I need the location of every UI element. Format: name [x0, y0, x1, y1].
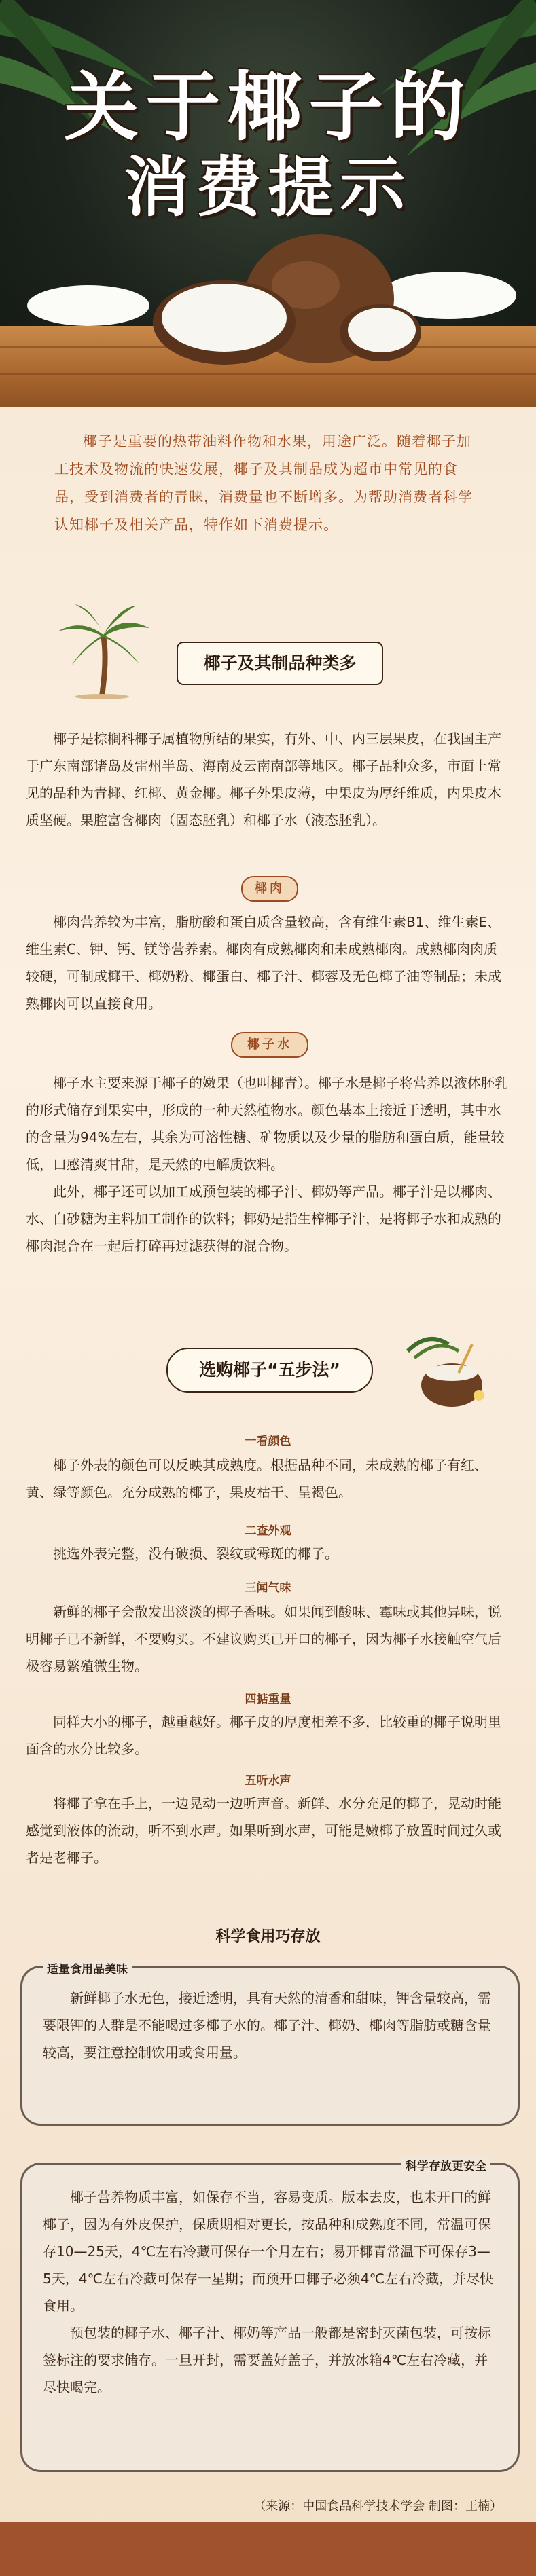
coconut-image [136, 231, 421, 367]
moderate-eating-box [20, 1963, 520, 2126]
step5-text: 将椰子拿在手上，一边晃动一边听声音。新鲜、水分充足的椰子，晃动时能感觉到液体的流动，听不到水声。如果听到水声，可能是嫩椰子放置时间过久或者是老椰子。 [26, 1795, 501, 1866]
moderate-eating-paragraph [43, 1985, 497, 2066]
section3-title: 科学食用巧存放 [215, 1928, 321, 1945]
step4-heading: 四掂重量 [245, 1693, 291, 1706]
step5-paragraph [26, 1790, 510, 1871]
step5-heading: 五听水声 [245, 1774, 291, 1788]
coconut-water-text2: 此外，椰子还可以加工成预包装的椰子汁、椰奶等产品。椰子汁是以椰肉、水、白砂糖为主料加工制作的饮料；椰奶是指生榨椰子汁，是将椰子水和成熟的椰肉混合在一起后打碎再过滤获得的混合物。 [26, 1183, 501, 1254]
palm-tree-icon [54, 597, 156, 699]
step1-heading: 一看颜色 [245, 1435, 291, 1448]
coconut-drink-icon [401, 1331, 496, 1412]
storage-text1: 椰子营养物质丰富，如保存不当，容易变质。版本去皮，也未开口的鲜椰子，因为有外皮保护，保质期相对更长，按品种和成熟度不同，常温可保存10—25天，4℃左右冷藏可保存一个月左右；易开椰青常温下可保存3—5天，4℃左右冷藏可保存一星期；而预开口椰子必须4℃左右冷藏，并尽快食用。 [43, 2189, 494, 2314]
storage-text2: 预包装的椰子水、椰子汁、椰奶等产品一般都是密封灭菌包装，可按标签标注的要求储存。一旦开封，需要盖好盖子，并放冰箱4℃左右冷藏，并尽快喝完。 [43, 2325, 491, 2395]
pill-coconut-water: 椰子水 [231, 1032, 308, 1058]
storage-paragraph [43, 2184, 497, 2401]
intro-paragraph: 椰子是重要的热带油料作物和水果，用途广泛。随着椰子加工技术及物流的快速发展，椰子及其制品成为超市中常见的食品，受到消费者的青睐，消费量也不断增多。为帮助消费者科学认知椰子及相关产品，特作如下消费提示。 [54, 433, 473, 533]
section1-intro-paragraph [26, 725, 510, 834]
coconut-meat-paragraph [26, 908, 510, 1017]
footer-credit: （来源：中国食品科学技术学会 制图：王楠） [253, 2499, 502, 2514]
coconut-meat-text: 椰肉营养较为丰富，脂肪酸和蛋白质含量较高，含有维生素B1、维生素E、维生素C、钾、钙、镁等营养素。椰肉有成熟椰肉和未成熟椰肉。成熟椰肉肉质较硬，可制成椰干、椰奶粉、椰蛋白、椰子汁、椰蓉及无色椰子油等制品；未成熟椰肉可以直接食用。 [26, 914, 501, 1012]
moderate-eating-text: 新鲜椰子水无色，接近透明，具有天然的清香和甜味，钾含量较高，需要限钾的人群是不能喝过多椰子水的。椰子汁、椰奶、椰肉等脂肪或糖含量较高，要注意控制饮用或食用量。 [43, 1990, 491, 2061]
hero-banner [0, 0, 536, 407]
hero-title-line1: 关于椰子的 [64, 63, 472, 151]
step4-text: 同样大小的椰子，越重越好。椰子皮的厚度相差不多，比较重的椰子说明里面含的水分比较多。 [26, 1714, 501, 1757]
step3-heading: 三闻气味 [245, 1581, 291, 1595]
step1-paragraph [26, 1452, 510, 1506]
moderate-eating-label: 适量食用品美味 [43, 1959, 132, 1976]
coconut-water-text1: 椰子水主要来源于椰子的嫩果（也叫椰青）。椰子水是椰子将营养以液体胚乳的形式储存到果实中，形成的一种天然植物水。颜色基本上接近于透明，其中水的含量为94%左右，其余为可溶性糖、矿物质以及少量的脂肪和蛋白质，能量较低，口感清爽甘甜，是天然的电解质饮料。 [26, 1075, 508, 1173]
footer-bar [0, 2522, 536, 2576]
coconut-water-paragraph [26, 1069, 510, 1259]
milk-splash-left [27, 285, 149, 326]
pill-coconut-meat: 椰肉 [241, 876, 298, 902]
section1-title: 椰子及其制品种类多 [177, 642, 383, 685]
step3-text: 新鲜的椰子会散发出淡淡的椰子香味。如果闻到酸味、霉味或其他异味，说明椰子已不新鲜，不要购买。不建议购买已开口的椰子，因为椰子水接触空气后极容易繁殖微生物。 [26, 1604, 501, 1674]
storage-box [20, 2160, 520, 2472]
step2-text: 挑选外表完整，没有破损、裂纹或霉斑的椰子。 [53, 1545, 338, 1562]
step2-paragraph [26, 1540, 510, 1567]
section2-title: 选购椰子“五步法” [166, 1348, 373, 1393]
step3-paragraph [26, 1598, 510, 1680]
step4-paragraph [26, 1708, 510, 1763]
section1-para1: 椰子是棕榈科椰子属植物所结的果实，有外、中、内三层果皮，在我国主产于广东南部诸岛及雷州半岛、海南及云南南部等地区。椰子品种众多，市面上常见的品种为青椰、红椰、黄金椰。椰子外果皮薄，中果皮为厚纤维质，内果皮木质坚硬。果腔富含椰肉（固态胚乳）和椰子水（液态胚乳）。 [26, 731, 501, 828]
storage-label: 科学存放更安全 [401, 2156, 490, 2173]
hero-title-line2: 消费提示 [124, 149, 412, 225]
step2-heading: 二查外观 [245, 1524, 291, 1538]
step1-text: 椰子外表的颜色可以反映其成熟度。根据品种不同，未成熟的椰子有红、黄、绿等颜色。充分成熟的椰子，果皮枯干、呈褐色。 [26, 1457, 488, 1501]
